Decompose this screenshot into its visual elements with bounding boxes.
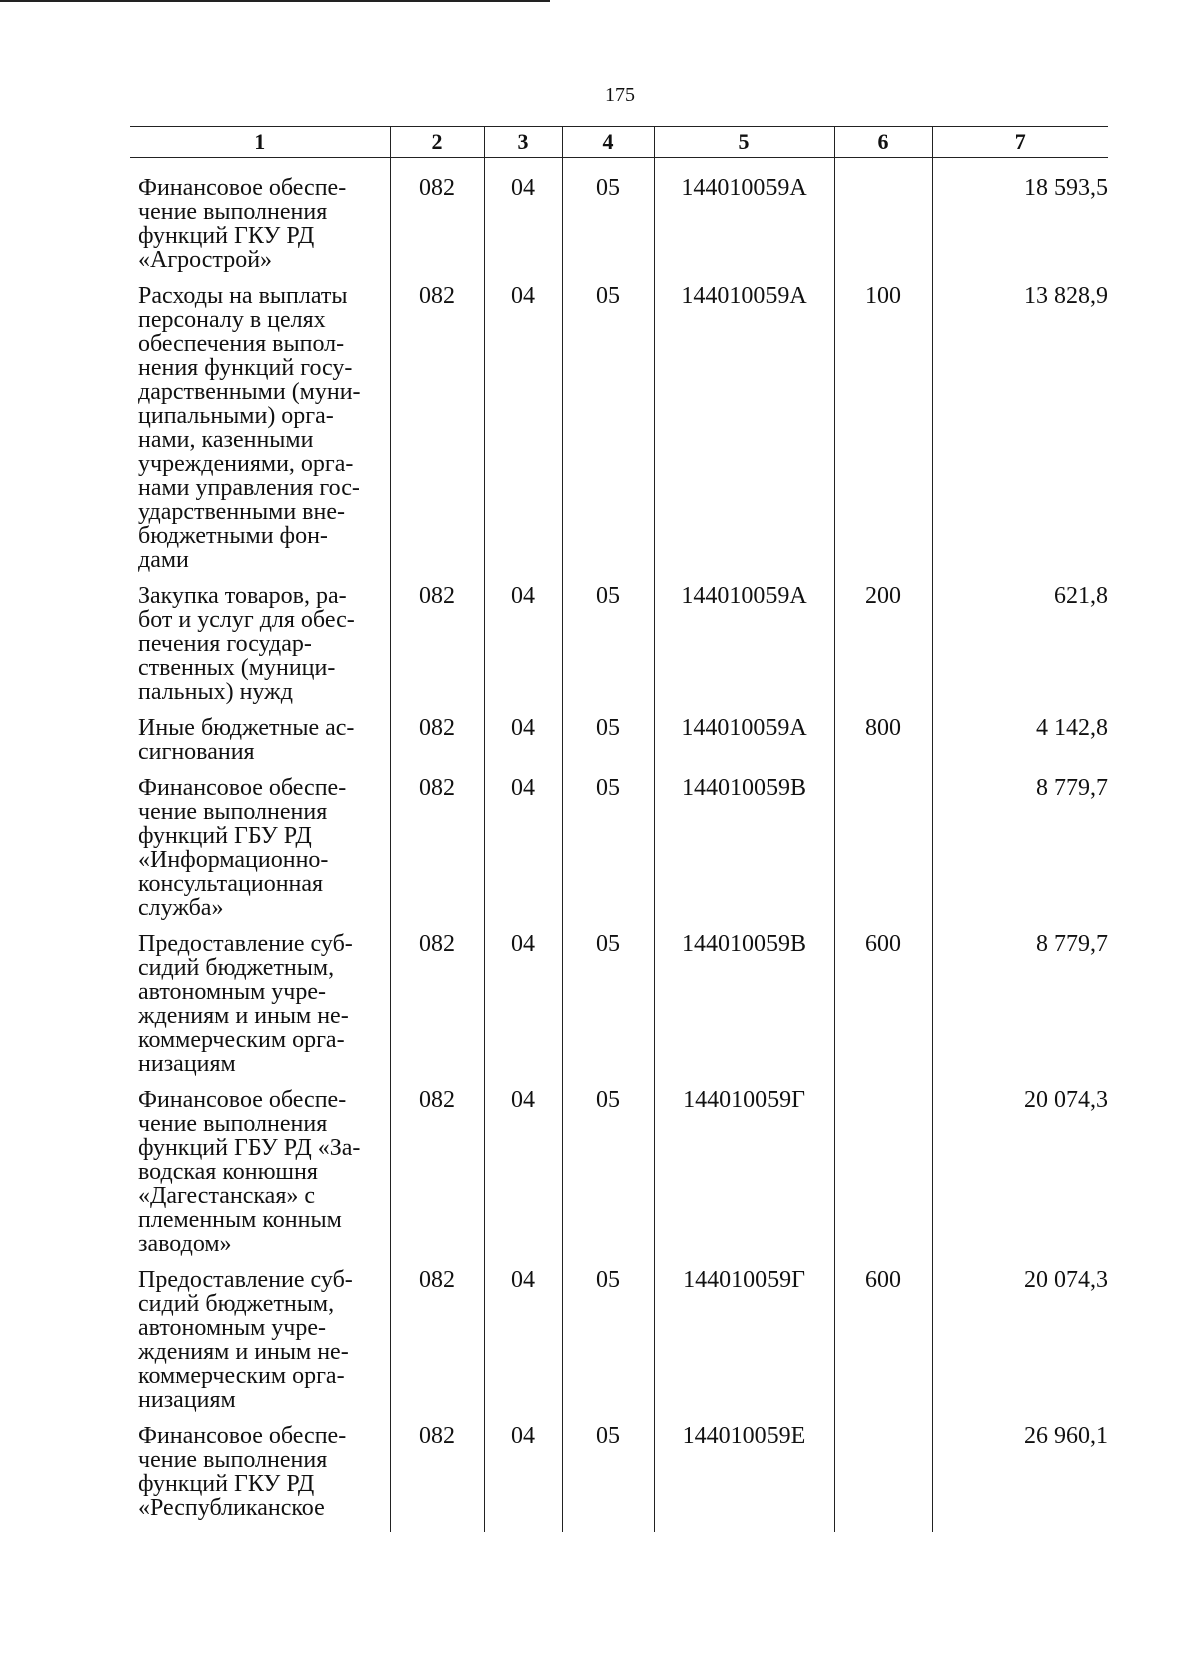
row-amount: 20 074,3 (932, 1088, 1108, 1268)
row-name-line: сидий бюджетным, (138, 1291, 335, 1317)
row-section-code: 04 (484, 1088, 562, 1268)
row-target-article: 144010059А (654, 284, 834, 584)
page-number: 175 (605, 84, 635, 106)
row-expense-type: 100 (834, 284, 932, 584)
row-name-line: бот и услуг для обес- (138, 607, 355, 633)
row-section-code: 04 (484, 584, 562, 716)
table-row (130, 932, 1108, 1088)
row-expense-type: 600 (834, 1268, 932, 1424)
row-name-line: учреждениями, орга- (138, 451, 354, 477)
row-name-line: нами, казенными (138, 427, 314, 453)
row-ministry-code: 082 (390, 1268, 484, 1424)
row-subsection-code: 05 (562, 176, 654, 284)
row-name-line: чение выполнения (138, 199, 328, 225)
row-name (130, 932, 390, 1088)
row-name-line: «Агрострой» (138, 247, 273, 273)
row-section-code: 04 (484, 932, 562, 1088)
row-name-line: заводом» (138, 1231, 232, 1257)
header-col-5: 5 (654, 127, 834, 158)
row-expense-type (834, 176, 932, 284)
row-name-line: ждениям и иным не- (138, 1339, 349, 1365)
row-name-line: Закупка товаров, ра- (138, 583, 347, 609)
row-ministry-code: 082 (390, 584, 484, 716)
table-body (130, 176, 1108, 1532)
row-name-line: дами (138, 547, 189, 573)
header-col-2: 2 (390, 127, 484, 158)
row-section-code: 04 (484, 776, 562, 932)
row-name-line: чение выполнения (138, 1447, 328, 1473)
row-amount: 8 779,7 (932, 932, 1108, 1088)
row-expense-type (834, 776, 932, 932)
row-amount: 621,8 (932, 584, 1108, 716)
row-amount: 26 960,1 (932, 1424, 1108, 1532)
row-name-line: дарственными (муни- (138, 379, 361, 405)
row-name-line: автономным учре- (138, 1315, 327, 1341)
header-col-6: 6 (834, 127, 932, 158)
row-ministry-code: 082 (390, 716, 484, 776)
row-name-line: персоналу в целях (138, 307, 326, 333)
row-name-line: Предоставление суб- (138, 931, 353, 957)
table-header (130, 127, 1108, 177)
row-name-line: Иные бюджетные ас- (138, 715, 355, 741)
row-name-line: ударственными вне- (138, 499, 345, 525)
row-target-article: 144010059А (654, 176, 834, 284)
row-amount: 20 074,3 (932, 1268, 1108, 1424)
row-name-line: Расходы на выплаты (138, 283, 348, 309)
row-expense-type: 800 (834, 716, 932, 776)
row-subsection-code: 05 (562, 932, 654, 1088)
table-row (130, 1268, 1108, 1424)
row-name-line: чение выполнения (138, 1111, 328, 1137)
row-subsection-code: 05 (562, 776, 654, 932)
row-subsection-code: 05 (562, 716, 654, 776)
row-name-line: Финансовое обеспе- (138, 1087, 347, 1113)
header-col-3: 3 (484, 127, 562, 158)
row-name-line: нения функций госу- (138, 355, 353, 381)
row-name-line: Финансовое обеспе- (138, 175, 347, 201)
row-name-line: «Информационно- (138, 847, 329, 873)
row-name (130, 584, 390, 716)
row-name (130, 716, 390, 776)
row-name-line: Предоставление суб- (138, 1267, 353, 1293)
row-subsection-code: 05 (562, 284, 654, 584)
row-name-line: «Дагестанская» с (138, 1183, 316, 1209)
row-target-article: 144010059В (654, 776, 834, 932)
row-name-line: автономным учре- (138, 979, 327, 1005)
row-amount: 18 593,5 (932, 176, 1108, 284)
row-name-line: низациям (138, 1051, 236, 1077)
row-name-line: сигнования (138, 739, 255, 765)
row-subsection-code: 05 (562, 1424, 654, 1532)
row-name-line: ципальными) орга- (138, 403, 334, 429)
row-name-line: консультационная (138, 871, 324, 897)
table-row (130, 716, 1108, 776)
row-ministry-code: 082 (390, 176, 484, 284)
row-name (130, 284, 390, 584)
row-name-line: коммерческим орга- (138, 1027, 345, 1053)
row-name-line: водская конюшня (138, 1159, 318, 1185)
row-amount: 8 779,7 (932, 776, 1108, 932)
row-name-line: чение выполнения (138, 799, 328, 825)
table-row (130, 284, 1108, 584)
row-target-article: 144010059В (654, 932, 834, 1088)
row-section-code: 04 (484, 1424, 562, 1532)
table-row (130, 1424, 1108, 1532)
row-name-line: функций ГБУ РД (138, 823, 312, 849)
row-name-line: низациям (138, 1387, 236, 1413)
row-name-line: служба» (138, 895, 224, 921)
table-row (130, 176, 1108, 284)
row-amount: 13 828,9 (932, 284, 1108, 584)
row-target-article: 144010059Г (654, 1268, 834, 1424)
table-row (130, 1088, 1108, 1268)
row-ministry-code: 082 (390, 776, 484, 932)
row-name-line: бюджетными фон- (138, 523, 328, 549)
row-name-line: функций ГБУ РД «За- (138, 1135, 361, 1161)
row-section-code: 04 (484, 716, 562, 776)
row-expense-type (834, 1424, 932, 1532)
row-ministry-code: 082 (390, 932, 484, 1088)
row-ministry-code: 082 (390, 1088, 484, 1268)
row-name-line: Финансовое обеспе- (138, 775, 347, 801)
row-target-article: 144010059А (654, 584, 834, 716)
row-name-line: племенным конным (138, 1207, 342, 1233)
row-section-code: 04 (484, 1268, 562, 1424)
table-row (130, 584, 1108, 716)
row-section-code: 04 (484, 176, 562, 284)
row-subsection-code: 05 (562, 584, 654, 716)
header-row (130, 127, 1108, 158)
header-col-7: 7 (932, 127, 1108, 158)
row-name-line: Финансовое обеспе- (138, 1423, 347, 1449)
row-section-code: 04 (484, 284, 562, 584)
row-name (130, 1268, 390, 1424)
row-name (130, 776, 390, 932)
row-name-line: нами управления гос- (138, 475, 360, 501)
row-expense-type: 600 (834, 932, 932, 1088)
row-name-line: ственных (муници- (138, 655, 336, 681)
row-target-article: 144010059Е (654, 1424, 834, 1532)
table-row (130, 776, 1108, 932)
header-col-1: 1 (130, 127, 390, 158)
row-name (130, 1424, 390, 1532)
row-name-line: «Республиканское (138, 1495, 325, 1521)
row-subsection-code: 05 (562, 1268, 654, 1424)
row-amount: 4 142,8 (932, 716, 1108, 776)
row-name-line: печения государ- (138, 631, 312, 657)
header-col-4: 4 (562, 127, 654, 158)
row-name-line: функций ГКУ РД (138, 1471, 315, 1497)
row-name (130, 1088, 390, 1268)
row-name (130, 176, 390, 284)
budget-table (130, 126, 1108, 1532)
row-ministry-code: 082 (390, 284, 484, 584)
row-expense-type: 200 (834, 584, 932, 716)
top-rule (0, 0, 550, 2)
row-name-line: пальных) нужд (138, 679, 293, 705)
row-subsection-code: 05 (562, 1088, 654, 1268)
row-expense-type (834, 1088, 932, 1268)
row-ministry-code: 082 (390, 1424, 484, 1532)
row-target-article: 144010059А (654, 716, 834, 776)
row-target-article: 144010059Г (654, 1088, 834, 1268)
row-name-line: сидий бюджетным, (138, 955, 335, 981)
row-name-line: функций ГКУ РД (138, 223, 315, 249)
header-gap-row (130, 158, 1108, 177)
row-name-line: обеспечения выпол- (138, 331, 345, 357)
row-name-line: коммерческим орга- (138, 1363, 345, 1389)
row-name-line: ждениям и иным не- (138, 1003, 349, 1029)
